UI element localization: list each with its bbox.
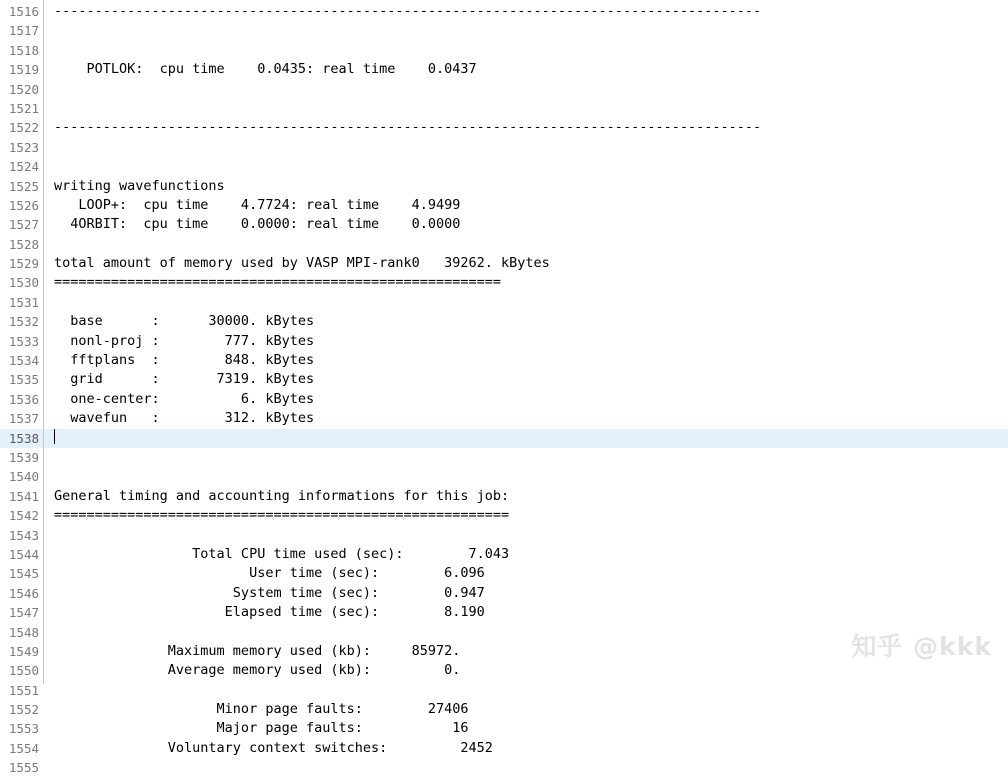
code-line[interactable]: writing wavefunctions [54,177,225,194]
code-content[interactable] [44,0,1008,756]
code-line[interactable] [44,138,1008,157]
code-line[interactable]: Total CPU time used (sec): 7.043 [54,545,510,562]
line-number: 1520 [8,81,39,97]
code-line[interactable] [44,448,1008,467]
line-number: 1541 [8,488,39,504]
line-number: 1537 [8,411,39,427]
line-number: 1525 [8,178,39,194]
code-line[interactable]: General timing and accounting informations for this job: [54,487,510,504]
code-line[interactable] [44,99,1008,118]
code-line[interactable]: Average memory used (kb): 0. [54,662,461,679]
code-line[interactable] [44,293,1008,312]
line-number: 1519 [8,62,39,78]
line-number: 1547 [8,605,39,621]
line-number: 1550 [8,663,39,679]
code-line[interactable]: Maximum memory used (kb): 85972. [54,642,461,659]
code-line[interactable] [44,235,1008,254]
line-number: 1536 [8,391,39,407]
line-number: 1544 [8,546,39,562]
line-number-gutter [0,0,44,776]
code-line[interactable]: --------------------------------------------------------------------------------------- [54,119,762,136]
code-line[interactable]: User time (sec): 6.096 [54,565,485,582]
code-line[interactable] [44,157,1008,176]
line-number: 1529 [8,256,39,272]
line-number: 1552 [8,702,39,718]
line-number: 1531 [8,294,39,310]
line-number: 1553 [8,721,39,737]
code-line[interactable]: one-center: 6. kBytes [54,390,315,407]
line-number: 1545 [8,566,39,582]
line-number: 1523 [8,139,39,155]
line-number: 1516 [8,4,39,19]
code-line[interactable]: System time (sec): 0.947 [54,584,485,601]
line-number: 1532 [8,314,39,330]
line-number: 1538 [0,429,43,448]
code-line[interactable]: fftplans : 848. kBytes [54,352,315,369]
line-number: 1534 [8,353,39,369]
code-line[interactable]: ======================================================= [54,274,502,291]
text-caret [54,429,55,444]
line-number: 1539 [8,449,39,465]
code-line[interactable] [44,681,1008,700]
code-line[interactable] [44,758,1008,777]
line-number: 1521 [8,100,39,116]
code-line[interactable]: base : 30000. kBytes [54,313,315,330]
code-line[interactable]: Voluntary context switches: 2452 [54,739,493,756]
line-number: 1522 [8,120,39,136]
code-line[interactable]: Elapsed time (sec): 8.190 [54,604,485,621]
line-number: 1540 [8,469,39,485]
line-number: 1548 [8,624,39,640]
code-line[interactable]: --------------------------------------------------------------------------------------- [54,3,762,19]
line-number: 1542 [8,508,39,524]
code-line[interactable] [44,80,1008,99]
line-number: 1554 [8,740,39,756]
code-line[interactable]: grid : 7319. kBytes [54,371,315,388]
line-number: 1530 [8,275,39,291]
code-line[interactable]: Major page faults: 16 [54,720,469,737]
line-number: 1517 [8,23,39,39]
code-line[interactable] [44,467,1008,486]
line-number: 1533 [8,333,39,349]
code-line[interactable]: nonl-proj : 777. kBytes [54,332,315,349]
line-number: 1555 [8,760,39,776]
code-line[interactable] [44,41,1008,60]
code-line[interactable]: wavefun : 312. kBytes [54,410,315,427]
line-number: 1528 [8,236,39,252]
line-number: 1518 [8,42,39,58]
line-number: 1549 [8,643,39,659]
code-line[interactable] [44,429,1008,448]
code-line[interactable]: LOOP+: cpu time 4.7724: real time 4.9499 [54,196,461,213]
line-number: 1546 [8,585,39,601]
code-line[interactable]: POTLOK: cpu time 0.0435: real time 0.0437 [54,61,477,78]
code-line[interactable]: Minor page faults: 27406 [54,701,469,718]
code-line[interactable] [44,526,1008,545]
line-number: 1524 [8,159,39,175]
code-line[interactable] [44,21,1008,40]
line-number: 1526 [8,197,39,213]
code-line[interactable]: 4ORBIT: cpu time 0.0000: real time 0.0000 [54,216,461,233]
line-number: 1551 [8,682,39,698]
watermark: 知乎 @kkk [851,631,992,661]
line-number: 1543 [8,527,39,543]
code-line[interactable]: total amount of memory used by VASP MPI-rank0 39262. kBytes [54,255,550,272]
line-number: 1527 [8,217,39,233]
line-number: 1535 [8,372,39,388]
code-line[interactable]: ======================================================== [54,507,510,524]
